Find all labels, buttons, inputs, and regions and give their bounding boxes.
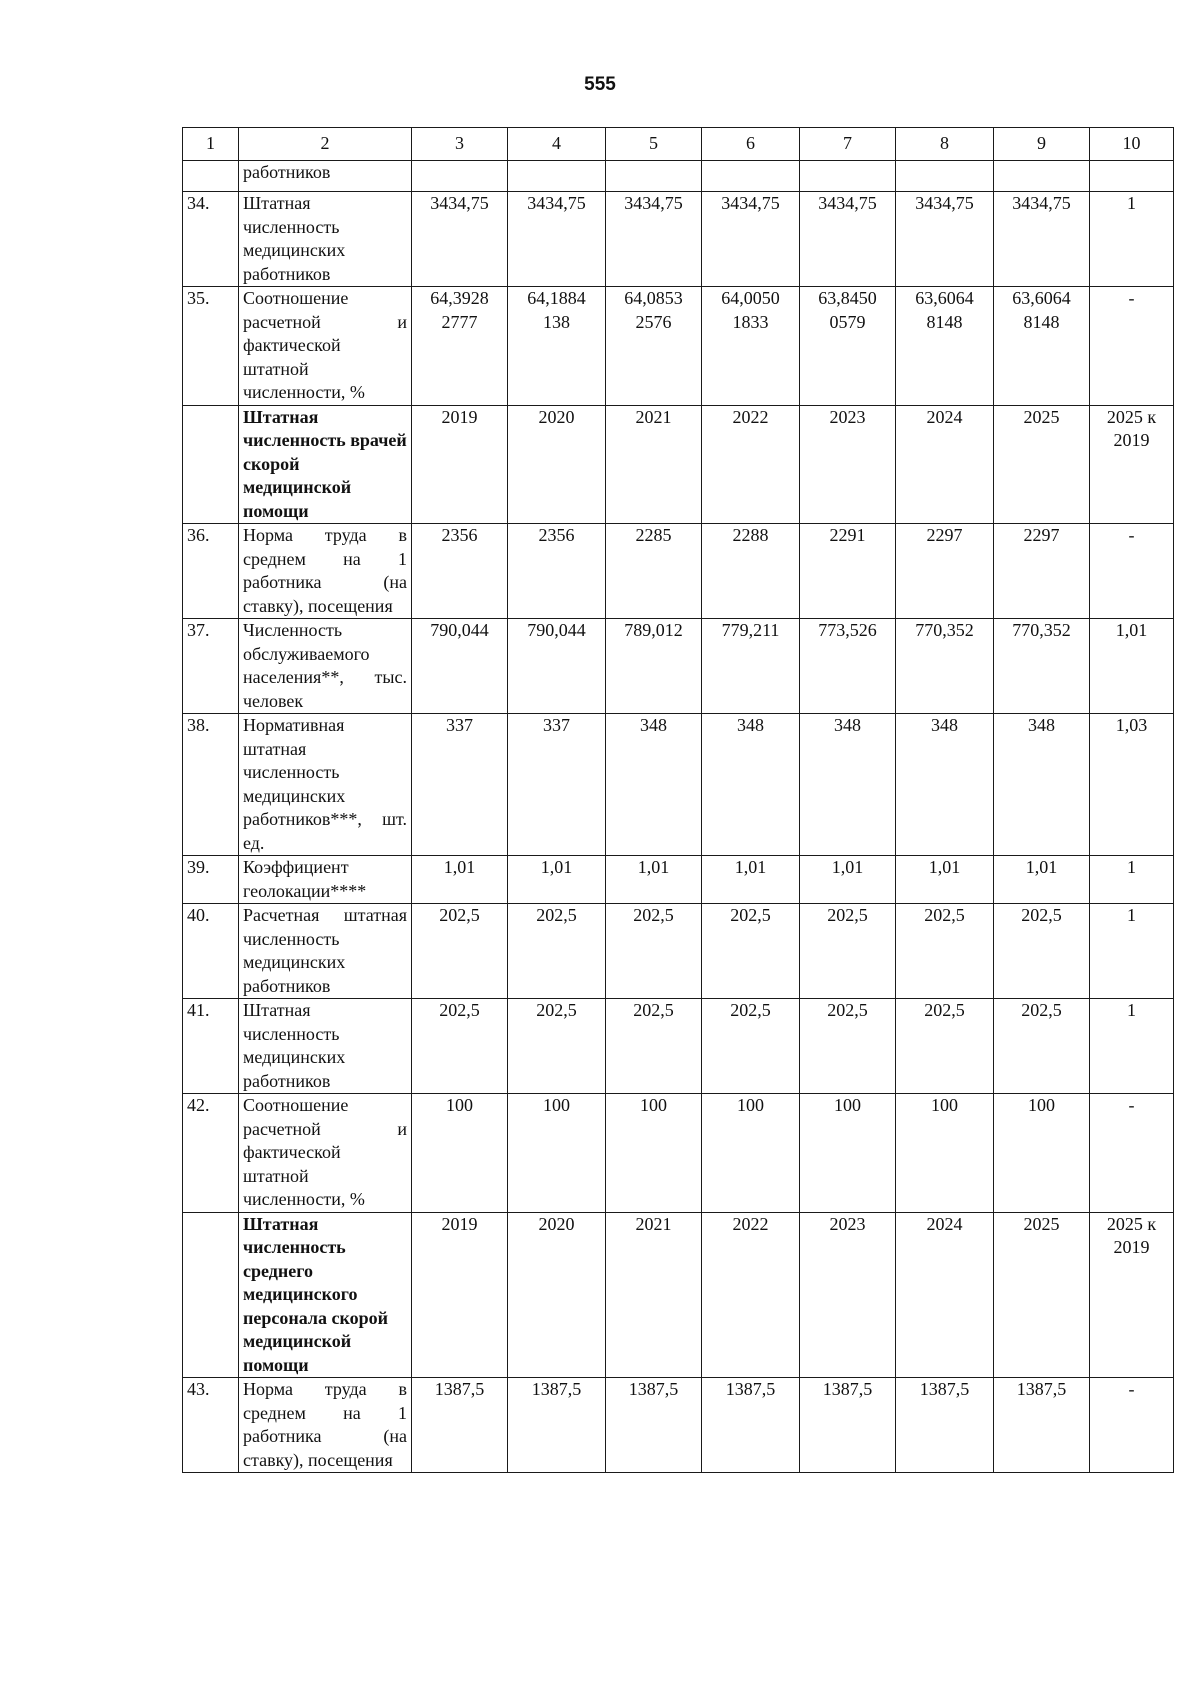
ratio-cell: 1 (1090, 856, 1174, 904)
table-row (183, 999, 1174, 1094)
indicator-name: Численность обслуживаемого населения**, тыс. человек (239, 619, 412, 714)
row-number: 36. (183, 524, 239, 619)
table-row (183, 904, 1174, 999)
value-cell: 1,01 (606, 856, 702, 904)
value-cell: 3434,75 (702, 192, 800, 287)
value-cell: 1,01 (994, 856, 1090, 904)
ratio-cell: 1,01 (1090, 619, 1174, 714)
value-cell: 2356 (412, 524, 508, 619)
indicator-name: Нормативная штатная численность медицинских работников***, шт. ед. (239, 714, 412, 856)
indicator-name: Соотношение расчетной и фактической штатной численности, % (239, 287, 412, 406)
value-cell (896, 161, 994, 192)
value-cell: 1387,5 (508, 1378, 606, 1473)
value-cell: 1387,5 (606, 1378, 702, 1473)
row-number: 34. (183, 192, 239, 287)
value-cell: 202,5 (412, 999, 508, 1094)
value-cell: 337 (412, 714, 508, 856)
value-cell: 348 (800, 714, 896, 856)
value-cell: 202,5 (994, 904, 1090, 999)
value-cell: 1387,5 (800, 1378, 896, 1473)
value-cell: 63,6064 8148 (994, 287, 1090, 406)
value-cell: 779,211 (702, 619, 800, 714)
value-cell: 64,3928 2777 (412, 287, 508, 406)
ratio-cell: 1 (1090, 904, 1174, 999)
row-number (183, 405, 239, 524)
value-cell: 100 (994, 1094, 1090, 1213)
value-cell: 64,1884 138 (508, 287, 606, 406)
section-title: Штатная численность врачей скорой медицинской помощи (239, 405, 412, 524)
value-cell: 790,044 (412, 619, 508, 714)
value-cell: 348 (702, 714, 800, 856)
value-cell: 3434,75 (508, 192, 606, 287)
value-cell: 1387,5 (412, 1378, 508, 1473)
value-cell: 2297 (994, 524, 1090, 619)
value-cell (606, 161, 702, 192)
column-header: 8 (896, 128, 994, 161)
table-row (183, 856, 1174, 904)
indicator-name: Норма труда в среднем на 1 работника (на ставку), посещения (239, 524, 412, 619)
value-cell: 3434,75 (800, 192, 896, 287)
value-cell: 2023 (800, 405, 896, 524)
table-row (183, 619, 1174, 714)
value-cell: 2297 (896, 524, 994, 619)
value-cell: 1387,5 (896, 1378, 994, 1473)
value-cell: 3434,75 (994, 192, 1090, 287)
value-cell (800, 161, 896, 192)
value-cell: 202,5 (896, 999, 994, 1094)
value-cell: 100 (896, 1094, 994, 1213)
value-cell: 1,01 (508, 856, 606, 904)
value-cell: 2291 (800, 524, 896, 619)
value-cell: 202,5 (800, 904, 896, 999)
value-cell: 63,6064 8148 (896, 287, 994, 406)
value-cell: 2356 (508, 524, 606, 619)
value-cell: 337 (508, 714, 606, 856)
value-cell: 789,012 (606, 619, 702, 714)
page-number: 555 (584, 74, 616, 95)
value-cell: 1,01 (800, 856, 896, 904)
value-cell: 3434,75 (412, 192, 508, 287)
value-cell: 3434,75 (606, 192, 702, 287)
value-cell: 1,01 (896, 856, 994, 904)
row-number: 38. (183, 714, 239, 856)
column-header: 10 (1090, 128, 1174, 161)
value-cell: 64,0050 1833 (702, 287, 800, 406)
indicator-name: Норма труда в среднем на 1 работника (на ставку), посещения (239, 1378, 412, 1473)
section-title: Штатная численность среднего медицинского персонала скорой медицинской помощи (239, 1212, 412, 1378)
row-number: 41. (183, 999, 239, 1094)
value-cell: 100 (702, 1094, 800, 1213)
ratio-cell: 1,03 (1090, 714, 1174, 856)
value-cell: 1387,5 (702, 1378, 800, 1473)
value-cell (508, 161, 606, 192)
ratio-cell (1090, 161, 1174, 192)
value-cell: 2025 (994, 405, 1090, 524)
value-cell: 2285 (606, 524, 702, 619)
value-cell: 63,8450 0579 (800, 287, 896, 406)
value-cell (702, 161, 800, 192)
ratio-cell: 2025 к 2019 (1090, 1212, 1174, 1378)
column-header: 5 (606, 128, 702, 161)
column-header: 6 (702, 128, 800, 161)
table-row (183, 192, 1174, 287)
value-cell: 2022 (702, 405, 800, 524)
value-cell: 202,5 (606, 999, 702, 1094)
value-cell: 348 (896, 714, 994, 856)
value-cell: 202,5 (606, 904, 702, 999)
indicator-name: Штатная численность медицинских работников (239, 999, 412, 1094)
value-cell: 1,01 (702, 856, 800, 904)
indicator-name: работников (239, 161, 412, 192)
row-number: 39. (183, 856, 239, 904)
row-number (183, 1212, 239, 1378)
ratio-cell: 1 (1090, 192, 1174, 287)
value-cell: 202,5 (702, 999, 800, 1094)
indicator-name: Соотношение расчетной и фактической штатной численности, % (239, 1094, 412, 1213)
column-header: 1 (183, 128, 239, 161)
ratio-cell: - (1090, 524, 1174, 619)
table-header-row (183, 128, 1174, 161)
value-cell: 100 (508, 1094, 606, 1213)
value-cell: 790,044 (508, 619, 606, 714)
row-number: 43. (183, 1378, 239, 1473)
indicator-name: Коэффициент геолокации**** (239, 856, 412, 904)
value-cell: 773,526 (800, 619, 896, 714)
value-cell: 100 (412, 1094, 508, 1213)
value-cell: 100 (606, 1094, 702, 1213)
column-header: 3 (412, 128, 508, 161)
value-cell: 2019 (412, 405, 508, 524)
value-cell: 770,352 (994, 619, 1090, 714)
table-row (183, 161, 1174, 192)
value-cell: 100 (800, 1094, 896, 1213)
row-number (183, 161, 239, 192)
value-cell: 202,5 (994, 999, 1090, 1094)
value-cell: 348 (606, 714, 702, 856)
ratio-cell: - (1090, 287, 1174, 406)
value-cell: 2023 (800, 1212, 896, 1378)
table-row (183, 1378, 1174, 1473)
value-cell: 3434,75 (896, 192, 994, 287)
column-header: 7 (800, 128, 896, 161)
column-header: 9 (994, 128, 1090, 161)
value-cell: 202,5 (508, 999, 606, 1094)
value-cell: 202,5 (896, 904, 994, 999)
row-number: 35. (183, 287, 239, 406)
value-cell: 2288 (702, 524, 800, 619)
value-cell: 202,5 (800, 999, 896, 1094)
value-cell: 1387,5 (994, 1378, 1090, 1473)
column-header: 4 (508, 128, 606, 161)
ratio-cell: - (1090, 1378, 1174, 1473)
value-cell: 2019 (412, 1212, 508, 1378)
value-cell: 2020 (508, 405, 606, 524)
value-cell: 348 (994, 714, 1090, 856)
row-number: 42. (183, 1094, 239, 1213)
value-cell: 202,5 (508, 904, 606, 999)
section-header-row (183, 1212, 1174, 1378)
indicator-name: Штатная численность медицинских работников (239, 192, 412, 287)
ratio-cell: 1 (1090, 999, 1174, 1094)
value-cell: 202,5 (702, 904, 800, 999)
value-cell (994, 161, 1090, 192)
table-row (183, 1094, 1174, 1213)
value-cell: 2021 (606, 405, 702, 524)
value-cell: 2021 (606, 1212, 702, 1378)
value-cell: 2024 (896, 1212, 994, 1378)
indicator-name: Расчетная штатная численность медицинских работников (239, 904, 412, 999)
value-cell: 1,01 (412, 856, 508, 904)
row-number: 40. (183, 904, 239, 999)
value-cell: 202,5 (412, 904, 508, 999)
row-number: 37. (183, 619, 239, 714)
table-row (183, 714, 1174, 856)
value-cell: 2020 (508, 1212, 606, 1378)
table-row (183, 524, 1174, 619)
section-header-row (183, 405, 1174, 524)
table-row (183, 287, 1174, 406)
value-cell: 2022 (702, 1212, 800, 1378)
ratio-cell: 2025 к 2019 (1090, 405, 1174, 524)
value-cell: 2024 (896, 405, 994, 524)
staffing-table (182, 127, 1174, 1473)
value-cell: 64,0853 2576 (606, 287, 702, 406)
value-cell (412, 161, 508, 192)
value-cell: 770,352 (896, 619, 994, 714)
ratio-cell: - (1090, 1094, 1174, 1213)
column-header: 2 (239, 128, 412, 161)
value-cell: 2025 (994, 1212, 1090, 1378)
